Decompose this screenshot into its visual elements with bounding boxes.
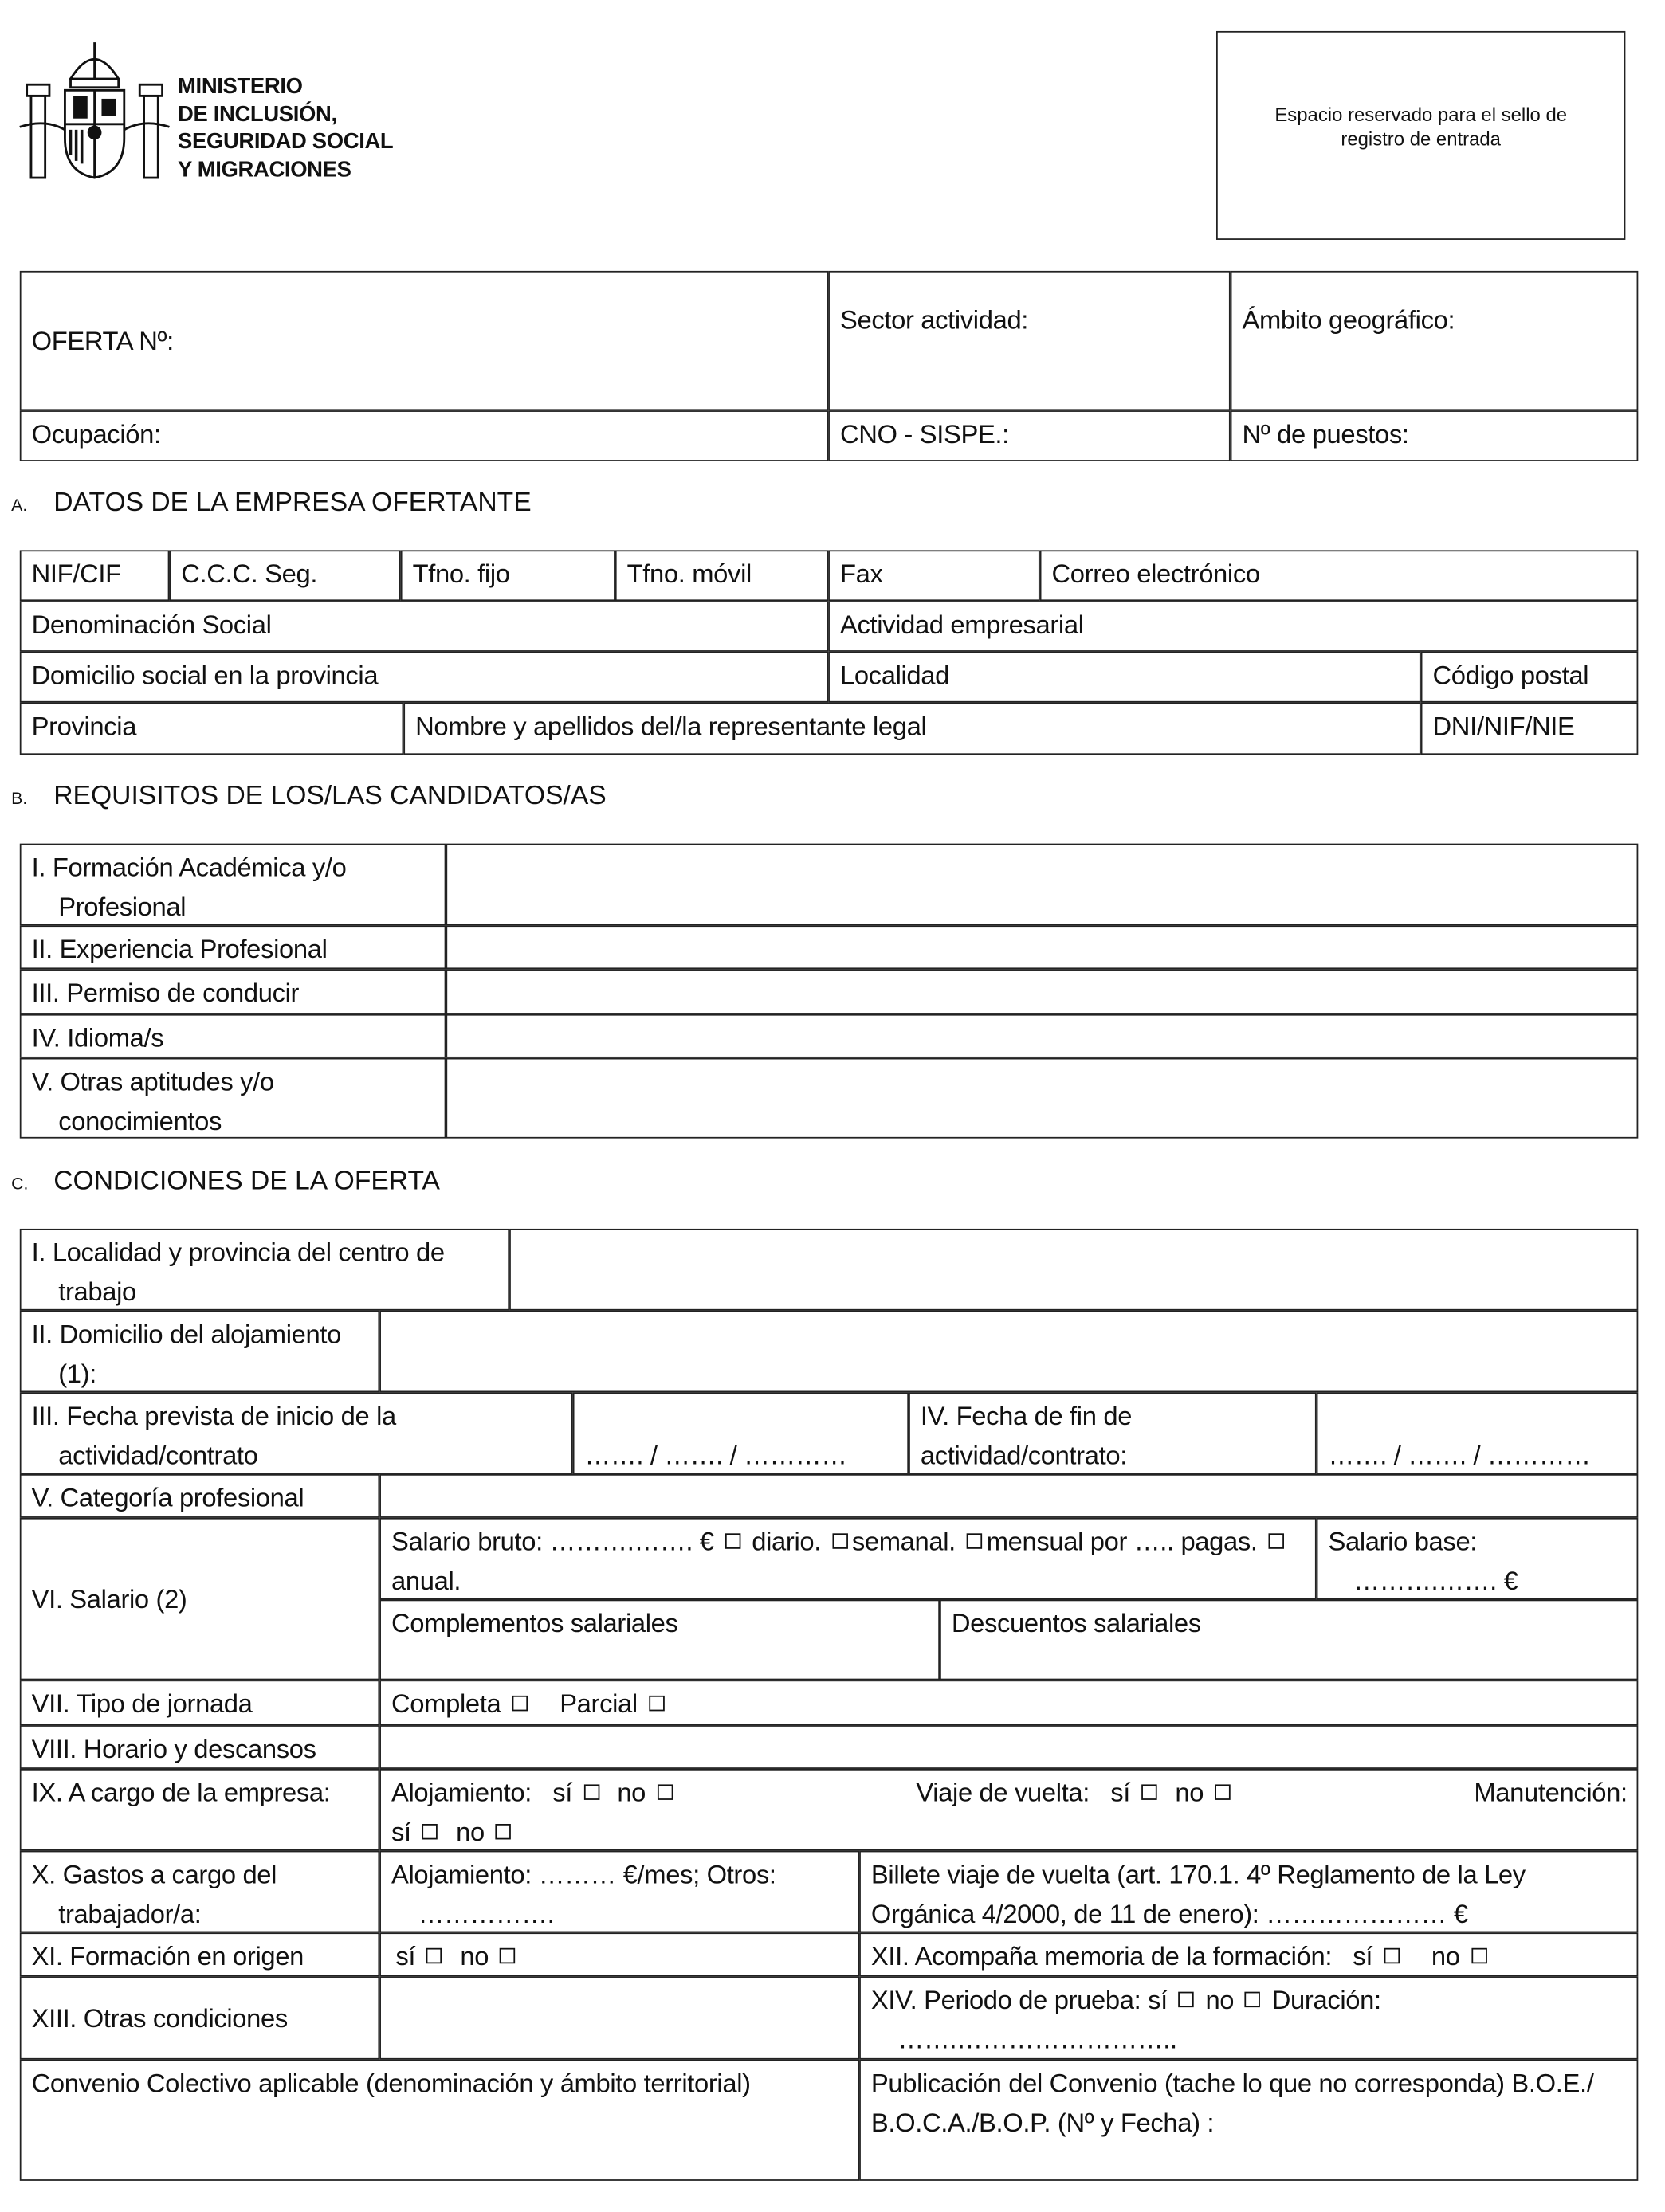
experiencia-input[interactable]	[446, 926, 1639, 970]
manutencion-option[interactable]: sí no	[391, 1813, 1628, 1851]
memoria-formacion-options[interactable]: XII. Acompaña memoria de la formación: sí no	[860, 1933, 1639, 1977]
jornada-options[interactable]: Completa Parcial	[380, 1681, 1639, 1726]
billete-vuelta-field[interactable]: Billete viaje de vuelta (art. 170.1. 4º Reglamento de la Ley Orgánica 4/2000, de 11 de enero): ………………… €	[860, 1851, 1639, 1933]
representante-field[interactable]: Nombre y apellidos del/la representante legal	[404, 703, 1421, 755]
checkbox[interactable]	[657, 1785, 672, 1800]
gastos-alojamiento-field[interactable]: Alojamiento: ……… €/mes; Otros: …………….	[380, 1851, 860, 1933]
checkbox[interactable]	[1245, 1992, 1260, 2007]
fax-field[interactable]: Fax	[829, 551, 1041, 602]
checkbox[interactable]	[500, 1948, 515, 1963]
section-a-heading	[11, 488, 531, 520]
checkbox[interactable]	[512, 1696, 527, 1712]
nif-field[interactable]: NIF/CIF	[20, 551, 170, 602]
ministry-line: DE INCLUSIÓN,	[178, 102, 337, 127]
ministry-line: SEGURIDAD SOCIAL	[178, 129, 394, 154]
section-title: DATOS DE LA EMPRESA OFERTANTE	[53, 488, 532, 518]
checkbox[interactable]	[832, 1534, 847, 1549]
cond-label: VII. Tipo de jornada	[20, 1681, 379, 1726]
ministry-name	[178, 73, 393, 183]
ocupacion-field[interactable]: Ocupación:	[20, 411, 828, 462]
checkbox[interactable]	[649, 1696, 664, 1712]
cond-label: X. Gastos a cargo del trabajador/a:	[20, 1851, 379, 1933]
cno-field[interactable]: CNO - SISPE.:	[829, 411, 1231, 462]
req-label: I. Formación Académica y/o Profesional	[20, 844, 446, 926]
coat-of-arms-logo	[17, 40, 172, 194]
section-title: CONDICIONES DE LA OFERTA	[53, 1167, 440, 1197]
salario-base-value: ……….……. €	[1353, 1566, 1518, 1596]
dni-field[interactable]: DNI/NIF/NIE	[1421, 703, 1639, 755]
formacion-origen-options[interactable]: sí no	[380, 1933, 860, 1977]
section-letter: C.	[11, 1173, 29, 1194]
alojamiento-input[interactable]	[380, 1311, 1639, 1393]
actividad-field[interactable]: Actividad empresarial	[829, 602, 1639, 653]
localidad-field[interactable]: Localidad	[829, 653, 1422, 704]
tfno-movil-field[interactable]: Tfno. móvil	[615, 551, 828, 602]
oferta-number-field[interactable]: OFERTA Nº:	[20, 272, 828, 411]
ministry-line: Y MIGRACIONES	[178, 157, 351, 182]
provincia-field[interactable]: Provincia	[20, 703, 404, 755]
viaje-vuelta-option[interactable]: Viaje de vuelta: sí no	[916, 1774, 1235, 1814]
checkbox[interactable]	[1215, 1785, 1230, 1800]
email-field[interactable]: Correo electrónico	[1040, 551, 1639, 602]
cond-label: V. Categoría profesional	[20, 1475, 379, 1519]
cond-label: VI. Salario (2)	[20, 1518, 379, 1681]
formacion-input[interactable]	[446, 844, 1639, 926]
cond-label: IX. A cargo de la empresa:	[20, 1770, 379, 1852]
fecha-fin-input[interactable]: ……. / ……. / …………	[1317, 1393, 1639, 1475]
cond-label: XI. Formación en origen	[20, 1933, 379, 1977]
manutencion-label: Manutención:	[1474, 1778, 1628, 1808]
idiomas-input[interactable]	[446, 1014, 1639, 1058]
checkbox[interactable]	[583, 1785, 599, 1800]
tfno-fijo-field[interactable]: Tfno. fijo	[401, 551, 615, 602]
categoria-input[interactable]	[380, 1475, 1639, 1519]
alojamiento-option[interactable]: Alojamiento: sí no	[391, 1774, 677, 1814]
otras-aptitudes-input[interactable]	[446, 1058, 1639, 1139]
req-label: IV. Idioma/s	[20, 1014, 446, 1058]
ministry-line: MINISTERIO	[178, 74, 303, 99]
checkbox[interactable]	[725, 1534, 740, 1549]
otras-condiciones-input[interactable]	[380, 1977, 860, 2060]
denominacion-field[interactable]: Denominación Social	[20, 602, 828, 653]
cond-label: II. Domicilio del alojamiento (1):	[20, 1311, 379, 1393]
checkbox[interactable]	[426, 1948, 442, 1963]
salario-bruto-field[interactable]: Salario bruto: ……….……. € diario. semanal. mensual por ….. pagas. anual.	[380, 1518, 1317, 1600]
cargo-empresa-options[interactable]	[380, 1770, 1639, 1852]
convenio-field[interactable]: Convenio Colectivo aplicable (denominación y ámbito territorial)	[20, 2060, 859, 2181]
checkbox[interactable]	[1384, 1948, 1399, 1963]
section-letter: B.	[11, 788, 28, 809]
checkbox[interactable]	[1179, 1992, 1194, 2007]
registry-stamp-box	[1216, 31, 1625, 240]
ambito-field[interactable]: Ámbito geográfico:	[1231, 272, 1639, 411]
section-c-heading	[11, 1167, 440, 1198]
complementos-field[interactable]: Complementos salariales	[380, 1600, 940, 1681]
cond-label: IV. Fecha de fin de actividad/contrato:	[909, 1393, 1317, 1475]
descuentos-field[interactable]: Descuentos salariales	[940, 1600, 1639, 1681]
stamp-text: Espacio reservado para el sello de registro de entrada	[1274, 104, 1568, 150]
checkbox[interactable]	[1471, 1948, 1486, 1963]
cond-label: III. Fecha prevista de inicio de la actividad/contrato	[20, 1393, 573, 1475]
section-letter: A.	[11, 495, 28, 516]
req-label: III. Permiso de conducir	[20, 970, 446, 1015]
publicacion-convenio-field[interactable]: Publicación del Convenio (tache lo que no corresponda) B.O.E./ B.O.C.A./B.O.P. (Nº y Fecha) :	[860, 2060, 1639, 2181]
req-label: II. Experiencia Profesional	[20, 926, 446, 970]
ccc-field[interactable]: C.C.C. Seg.	[170, 551, 401, 602]
domicilio-field[interactable]: Domicilio social en la provincia	[20, 653, 828, 704]
cond-label: VIII. Horario y descansos	[20, 1726, 379, 1770]
cond-label: XIII. Otras condiciones	[20, 1977, 379, 2060]
checkbox[interactable]	[1141, 1785, 1156, 1800]
salario-base-label: Salario base:	[1328, 1527, 1478, 1557]
salario-base-field[interactable]	[1317, 1518, 1639, 1600]
localidad-centro-input[interactable]	[510, 1230, 1639, 1312]
horario-input[interactable]	[380, 1726, 1639, 1770]
checkbox[interactable]	[967, 1534, 982, 1549]
sector-field[interactable]: Sector actividad:	[829, 272, 1231, 411]
fecha-inicio-input[interactable]: ……. / ……. / …………	[573, 1393, 909, 1475]
req-label: V. Otras aptitudes y/o conocimientos	[20, 1058, 446, 1139]
checkbox[interactable]	[1269, 1534, 1284, 1549]
section-title: REQUISITOS DE LOS/LAS CANDIDATOS/AS	[53, 781, 607, 811]
cond-label: I. Localidad y provincia del centro de trabajo	[20, 1230, 509, 1312]
puestos-field[interactable]: Nº de puestos:	[1231, 411, 1639, 462]
codigo-postal-field[interactable]: Código postal	[1421, 653, 1639, 704]
section-b-heading	[11, 782, 607, 813]
periodo-prueba-field[interactable]: XIV. Periodo de prueba: sí no Duración: …….……………………..	[860, 1977, 1639, 2060]
checkbox[interactable]	[496, 1825, 511, 1840]
checkbox[interactable]	[422, 1825, 438, 1840]
permiso-input[interactable]	[446, 970, 1639, 1015]
